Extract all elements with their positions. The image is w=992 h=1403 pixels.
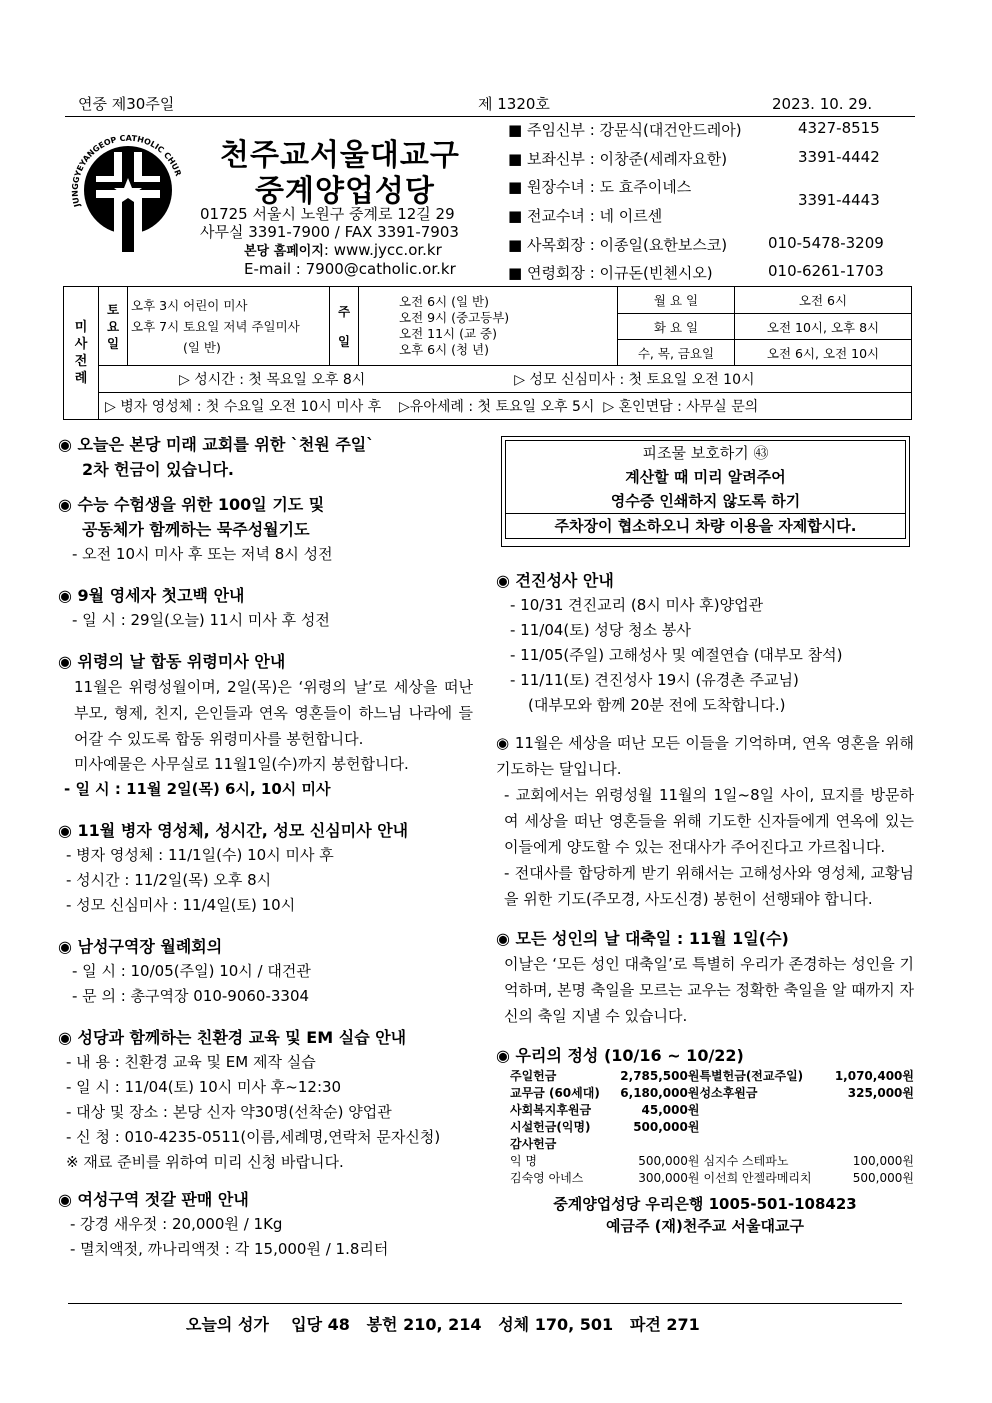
list-item: - 오전 10시 미사 후 또는 저녁 8시 성전 [72,545,333,563]
table-row: 감사헌금 [510,1137,557,1151]
staff-phone: 010-5478-3209 [768,234,884,252]
staff-row: ■ 원장수녀 : 도 효주이네스 [508,178,692,196]
list-item: - 일 시 : 11/04(토) 10시 미사 후~12:30 [66,1078,342,1096]
right-column [496,568,914,1237]
section-exam-prayer: ◉ 수능 수험생을 위한 100일 기도 및 [58,495,325,514]
table-row: 시설헌금(익명) 500,000원 [510,1120,700,1134]
indulgence-text: - 교회에서는 위령성월 11월의 1일~8일 사이, 묘지를 방문하여 세상을 떠난 영혼들을 위해 기도한 신자들에게 연옥에 있는 이들에게 양도할 수 있는 전대사가 주어진다고 가르칩니다. [504,786,914,856]
homepage-url[interactable]: : www.jycc.or.kr [323,241,442,259]
staff-phone: 010-6261-1703 [768,262,884,280]
section-first-confession: ◉ 9월 영세자 첫고백 안내 [58,586,245,605]
section-exam-prayer-sub: 공동체가 함께하는 묵주성월기도 [82,520,310,539]
issue-number: 제 1320호 [478,95,550,113]
staff-phone: 4327-8515 [798,119,880,137]
section-november-sick-communion: ◉ 11월 병자 영성체, 성시간, 성모 신심미사 안내 [58,821,409,840]
list-item: - 문 의 : 총구역장 010-9060-3304 [72,987,310,1005]
weekday-time: 오전 10시, 오후 8시 [735,314,912,340]
devotion-row [99,366,912,393]
parish-email[interactable]: E-mail : 7900@catholic.or.kr [244,260,456,278]
list-item: - 성모 신심미사 : 11/4일(토) 10시 [66,896,296,914]
footer-rule [68,1303,902,1304]
offerings-table [510,1068,914,1187]
weekday-time: 오전 6시 [735,287,912,314]
memorial-mass-offering: 미사예물은 사무실로 11월1일(수)까지 봉헌합니다. [74,755,409,773]
list-item: - 멸치액젓, 까나리액젓 : 각 15,000원 / 1.8리터 [70,1240,389,1258]
parish-name: 중계양업성당 [255,174,435,209]
list-item: - 병자 영성체 : 11/1일(수) 10시 미사 후 [66,846,334,864]
weekday-label: 월 요 일 [618,287,735,314]
list-item: - 성시간 : 11/2일(목) 오후 8시 [66,871,272,889]
list-item: - 10/31 견진교리 (8시 미사 후)양업관 [510,596,764,614]
sunday-label: 주 일 [330,287,359,366]
table-row: 주일헌금 2,785,500원 특별헌금(전교주일) 1,070,400원 [510,1069,914,1083]
table-row: 사회복지후원금 45,000원 [510,1103,700,1117]
church-logo [66,126,196,260]
section-november-souls: ◉ 11월은 세상을 떠난 모든 이들을 기억하며, 연옥 영혼을 위해 기도하는 달입니다. [496,734,914,778]
adoration-info: ▷ 성시간 : 첫 목요일 오후 8시 [179,372,366,388]
mary-mass-info: ▷ 성모 신심미사 : 첫 토요일 오전 10시 [514,372,755,388]
creation-care-box [501,436,910,547]
homepage-label: 본당 홈페이지 [244,244,324,259]
section-eco-education: ◉ 성당과 함께하는 친환경 교육 및 EM 실습 안내 [58,1028,407,1047]
list-item: - 11/04(토) 성당 청소 봉사 [510,621,691,639]
list-item: - 11/05(주일) 고해성사 및 예절연습 (대부모 참석) [510,646,843,664]
memorial-mass-text: 11월은 위령성월이며, 2일(목)은 ‘위령의 날’로 세상을 떠난 부모, 형제, 친지, 은인들과 연옥 영혼들이 하느님 나라에 들어갈 수 있도록 합동 위령미사를 봉헌합니다. [74,678,473,748]
weekday-label: 수, 목, 금요일 [618,340,735,366]
list-item: - 일 시 : 10/05(주일) 10시 / 대건관 [72,962,311,980]
week-label: 연중 제30주일 [78,95,175,113]
parish-phone: 사무실 3391-7900 / FAX 3391-7903 [200,223,459,241]
diocese-name: 천주교서울대교구 [220,138,460,173]
staff-row: ■ 사목회장 : 이종일(요한보스코) [508,236,728,254]
list-item: ※ 재료 준비를 위하여 미리 신청 바랍니다. [66,1153,344,1171]
list-item: - 신 청 : 010-4235-0511(이름,세례명,연락처 문자신청) [66,1128,441,1146]
saturday-mass-times: 오후 3시 어린이 미사 오후 7시 토요일 저녁 주일미사 (일 반) [128,287,330,366]
saturday-label: 토 요 일 [99,287,128,366]
staff-row: ■ 연령회장 : 이규돈(빈첸시오) [508,264,713,282]
list-item: - 대상 및 장소 : 본당 신자 약30명(선착순) 양업관 [66,1103,392,1121]
section-all-saints: ◉ 모든 성인의 날 대축일 : 11월 1일(수) [496,929,789,948]
list-item: - 내 용 : 친환경 교육 및 EM 제작 실습 [66,1053,316,1071]
parking-notice: 주차장이 협소하오니 차량 이용을 자제합시다. [506,513,905,539]
staff-row: ■ 전교수녀 : 네 이르센 [508,207,663,225]
creation-care-title: 피조물 보호하기 ㊸ [642,444,769,462]
staff-phone: 3391-4443 [798,191,880,209]
list-item: (대부모와 함께 20분 전에 도착합니다.) [528,696,786,714]
left-column [58,432,473,1262]
table-row: 김숙영 아네스 300,000원 이선희 안젤라메리치 500,000원 [510,1171,914,1185]
account-holder: 예금주 (재)천주교 서울대교구 [605,1217,805,1235]
memorial-mass-time: - 일 시 : 11월 2일(목) 6시, 10시 미사 [64,780,331,798]
section-mens-district-meeting: ◉ 남성구역장 월례회의 [58,937,223,956]
sacrament-notes: ▷ 병자 영성체 : 첫 수요일 오전 10시 미사 후 ▷유아세례 : 첫 토요일 오후 5시 ▷ 혼인면담 : 사무실 문의 [99,393,912,420]
creation-care-line: 계산할 때 미리 알려주어 [625,468,786,486]
section-cheonwon-sunday: ◉ 오늘은 본당 미래 교회를 위한 `천원 주일` [58,435,375,454]
weekday-time: 오전 6시, 오전 10시 [735,340,912,366]
parish-address: 01725 서울시 노원구 중계로 12길 29 [200,205,455,223]
weekday-label: 화 요 일 [618,314,735,340]
staff-row: ■ 보좌신부 : 이창준(세례자요한) [508,150,728,168]
section-cheonwon-sunday-sub: 2차 헌금이 있습니다. [82,460,234,479]
staff-phone: 3391-4442 [798,148,880,166]
mass-schedule-table [63,286,912,420]
indulgence-requirements: - 전대사를 합당하게 받기 위해서는 고해성사와 영성체, 교황님을 위한 기도(주모경, 사도신경) 봉헌이 선행돼야 합니다. [504,864,914,908]
all-saints-text: 이날은 ‘모든 성인 대축일’로 특별히 우리가 존경하는 성인을 기억하며, 본명 축일을 모르는 교우는 정확한 축일을 알 때까지 자신의 축일 지낼 수 있습니다. [504,955,914,1025]
section-offerings: ◉ 우리의 정성 (10/16 ~ 10/22) [496,1046,744,1065]
table-row: 교무금 (60세대) 6,180,000원 성소후원금 325,000원 [510,1086,914,1100]
bank-account: 중계양업성당 우리은행 1005-501-108423 [553,1195,857,1213]
logo-text: JUNGGYEYANGEOP CATHOLIC CHUR [70,133,183,208]
header-rule [65,116,915,117]
table-row: 익 명 500,000원 심지수 스테파노 100,000원 [510,1154,914,1168]
staff-row: ■ 주임신부 : 강문식(대건안드레아) [508,121,742,139]
section-confirmation: ◉ 견진성사 안내 [496,571,614,590]
section-jeotgal-sale: ◉ 여성구역 젓갈 판매 안내 [58,1190,249,1209]
section-memorial-mass: ◉ 위령의 날 합동 위령미사 안내 [58,652,286,671]
issue-date: 2023. 10. 29. [772,95,873,113]
list-item: - 강경 새우젓 : 20,000원 / 1Kg [70,1215,283,1233]
list-item: - 일 시 : 29일(오늘) 11시 미사 후 성전 [72,611,330,629]
sunday-mass-times: 오전 6시 (일 반) 오전 9시 (중고등부) 오전 11시 (교 중) 오후 6시 (청 년) [359,287,618,366]
todays-hymns: 오늘의 성가 입당 48 봉헌 210, 214 성체 170, 501 파견 271 [186,1315,700,1334]
mass-side-label: 미 사 전 례 [64,287,99,420]
list-item: - 11/11(토) 견진성사 19시 (유경촌 주교님) [510,671,799,689]
creation-care-line: 영수증 인쇄하지 않도록 하기 [610,492,801,510]
